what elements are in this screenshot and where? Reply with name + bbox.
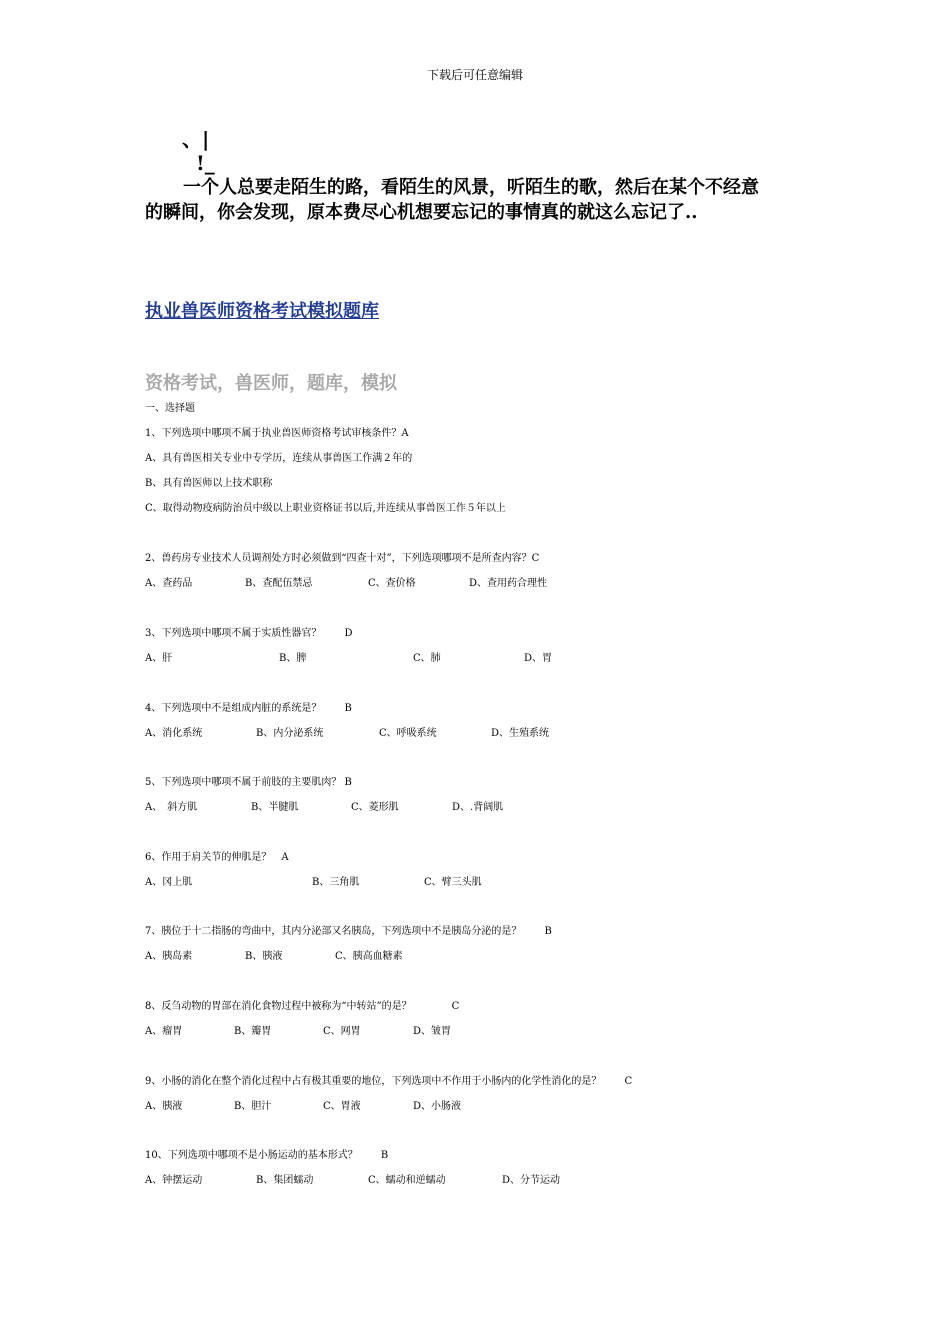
question-5-option-a: A、 斜方肌 [145,802,198,813]
question-6-option-c: C、臂三头肌 [424,877,482,888]
question-2-option-c: C、查价格 [368,578,416,589]
question-10-option-a: A、钟摆运动 [145,1175,203,1186]
page-header: 下载后可任意编辑 [426,68,523,82]
question-10-option-c: C、蠕动和逆蠕动 [368,1175,446,1186]
question-10-option-d: D、分节运动 [502,1175,561,1186]
question-6: 6、作用于肩关节的伸肌是？ A [145,852,289,863]
question-1: 1、下列选项中哪项不属于执业兽医师资格考试审核条件？A [145,428,409,439]
question-2-option-b: B、查配伍禁忌 [245,578,313,589]
question-8-option-b: B、瓣胃 [234,1026,272,1037]
question-6-option-a: A、冈上肌 [145,877,193,888]
question-8-option-a: A、瘤胃 [145,1026,183,1037]
question-1-option-a: A、具有兽医相关专业中专学历，连续从事兽医工作满２年的 [145,453,413,464]
question-7: 7、胰位于十二指肠的弯曲中，其内分泌部又名胰岛，下列选项中不是胰岛分泌的是？ B [145,926,552,937]
question-9-option-d: D、小肠液 [413,1101,462,1112]
question-2-option-a: A、查药品 [145,578,193,589]
decorative-mark-top: 、| [182,127,210,151]
document-title-link[interactable]: 执业兽医师资格考试模拟题库 [145,301,379,322]
intro-quote-line-1: 一个人总要走陌生的路，看陌生的风景，听陌生的歌，然后在某个不经意 [183,177,759,198]
question-5-option-c: C、菱形肌 [351,802,399,813]
question-8-option-d: D、皱胃 [413,1026,452,1037]
question-2: 2、兽药房专业技术人员调剂处方时必须做到“四查十对”，下列选项哪项不是所查内容？C [145,553,540,564]
question-10-option-b: B、集团蠕动 [256,1175,314,1186]
question-4-option-b: B、内分泌系统 [256,728,324,739]
question-1-option-b: B、具有兽医师以上技术职称 [145,478,273,489]
question-5: 5、下列选项中哪项不属于前肢的主要肌肉？ B [145,777,352,788]
question-3-option-c: C、肺 [413,653,441,664]
question-2-option-d: D、查用药合理性 [469,578,548,589]
question-4-option-a: A、消化系统 [145,728,203,739]
question-5-option-b: B、半腱肌 [251,802,299,813]
question-9-option-a: A、胰液 [145,1101,183,1112]
decorative-mark-bottom: !_ [196,151,215,175]
question-8: 8、反刍动物的胃部在消化食物过程中被称为“中转站”的是？ C [145,1001,460,1012]
intro-quote [145,175,810,225]
question-3-option-b: B、脾 [279,653,307,664]
question-1-option-c: C、取得动物疫病防治员中级以上职业资格证书以后,并连续从事兽医工作５年以上 [145,503,506,514]
section-heading: 一、选择题 [145,403,195,414]
question-7-option-a: A、胰岛素 [145,951,193,962]
question-5-option-d: D、.背阔肌 [452,802,504,813]
question-7-option-b: B、胰液 [245,951,283,962]
question-8-option-c: C、网胃 [323,1026,361,1037]
question-3-option-d: D、胃 [524,653,553,664]
question-10: 10、下列选项中哪项不是小肠运动的基本形式？ B [145,1150,389,1161]
question-9-option-c: C、胃液 [323,1101,361,1112]
question-4: 4、下列选项中不是组成内脏的系统是？ B [145,703,352,714]
question-9-option-b: B、胆汁 [234,1101,272,1112]
question-4-option-c: C、呼吸系统 [379,728,437,739]
question-7-option-c: C、胰高血糖素 [335,951,403,962]
document-tags: 资格考试，兽医师，题库，模拟 [145,373,397,394]
question-4-option-d: D、生殖系统 [491,728,550,739]
question-3: 3、下列选项中哪项不属于实质性器官？ D [145,628,353,639]
question-6-option-b: B、三角肌 [312,877,360,888]
question-3-option-a: A、肝 [145,653,173,664]
intro-quote-line-2: 的瞬间，你会发现，原本费尽心机想要忘记的事情真的就这么忘记了.. [145,202,698,223]
question-9: 9、小肠的消化在整个消化过程中占有极其重要的地位，下列选项中不作用于小肠内的化学性消化的是？ C [145,1076,633,1087]
